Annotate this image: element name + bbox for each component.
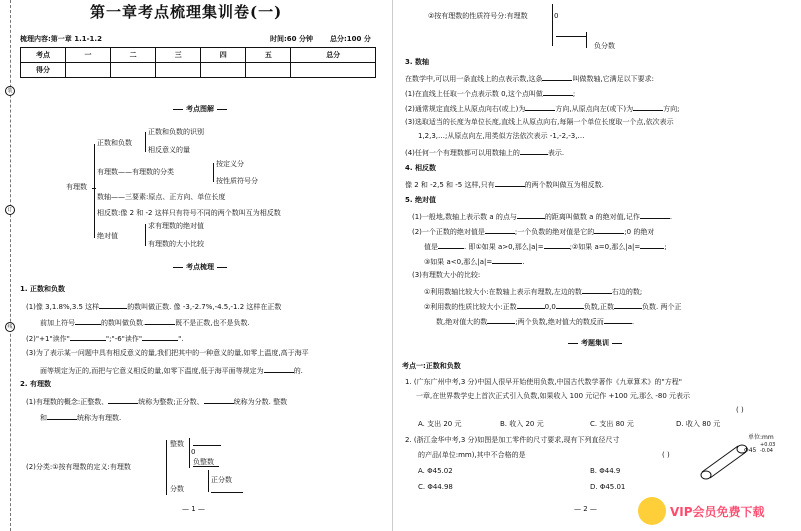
score-cell[interactable] [111, 63, 156, 78]
binding-hole-2: 订 [5, 205, 15, 215]
page-number-1: — 1 — [182, 505, 205, 513]
blank[interactable] [517, 211, 545, 219]
blank[interactable] [492, 256, 522, 264]
mind-node-2a: 按定义分 [216, 160, 244, 168]
s5-line5: (3)有理数大小的比较: [412, 271, 481, 279]
s3-line6: (4)任何一个有理数都可以用数轴上的 表示. [405, 149, 565, 157]
blank[interactable] [640, 211, 670, 219]
score-col: 三 [156, 48, 201, 63]
q2-option-b[interactable]: B. Φ44.9 [590, 467, 621, 475]
watermark-text: VIP会员免费下载 [670, 505, 765, 519]
tree-fraction: 分数 [170, 485, 184, 493]
score-row-label: 得分 [21, 63, 66, 78]
blank[interactable] [582, 286, 612, 294]
mind-node-5b: 有理数的大小比较 [148, 240, 204, 248]
score-table-row [21, 63, 376, 78]
tree-pos-frac: 正分数 [211, 476, 232, 484]
q2-option-c[interactable]: C. Φ44.98 [418, 483, 453, 491]
q2-line1: 2. (浙江金华中考,3 分)如图是加工零件的尺寸要求,现有下列直径尺寸 [405, 436, 620, 444]
score-cell[interactable] [66, 63, 111, 78]
blank[interactable] [438, 241, 464, 249]
binding-line [10, 0, 11, 531]
figure-dimension: Φ45 [744, 447, 757, 454]
q1-option-d[interactable]: D. 收入 80 元 [676, 420, 721, 428]
blank[interactable] [525, 103, 555, 111]
score-table-header [21, 48, 376, 63]
section-4-heading: 4. 相反数 [405, 164, 436, 172]
s5-line7: ②利用数的性质比较大小:正数 0,0 负数,正数 负数. 两个正 [424, 303, 682, 311]
figure-tolerance-upper: +0.03 [760, 442, 776, 448]
s2-line1: (1)有理数的概念:正整数、 统称为整数;正分数、 统称为分数. 整数 [26, 398, 288, 406]
score-col: 二 [111, 48, 156, 63]
score-cell[interactable] [246, 63, 291, 78]
s1-line1: (1)像 3,1.8%,3.5 这样 的数叫做正数. 像 -3,-2.7%,-4.5,-1.2 这样在正数 [26, 303, 282, 311]
q1-option-a[interactable]: A. 支出 20 元 [418, 420, 462, 428]
score-col: 考点 [21, 48, 66, 63]
q2-option-d[interactable]: D. Φ45.01 [590, 483, 626, 491]
blank[interactable] [544, 241, 570, 249]
s1-line3: (2)"+1"读作" ";"-6"读作" ". [26, 335, 184, 343]
tree-integer: 整数 [170, 440, 184, 448]
figure-unit: 单位:mm [748, 434, 774, 441]
mind-node-4: 相反数:像 2 和 -2 这样只有符号不同的两个数叫互为相反数 [97, 209, 281, 217]
blank[interactable] [204, 396, 234, 404]
s5-line3: 值是 . 即①如果 a>0,那么|a|= ;②如果 a=0,那么|a|= ; [424, 243, 667, 251]
blank[interactable] [543, 88, 573, 96]
banner-review: 考点梳理 [130, 262, 270, 272]
page-divider [392, 0, 393, 531]
s1-line4: (3)为了表示某一问题中具有相反意义的量,我们把其中的一种意义的量,如零上温度,高于海平 [26, 349, 309, 357]
blank[interactable] [108, 396, 138, 404]
time-label: 时间:60 分钟 [270, 35, 313, 43]
r-tree-neg-frac: 负分数 [594, 42, 615, 50]
s1-line5: 面等规定为正的,而把与它意义相反的量,如零下温度,低于海平面等规定为 的. [40, 367, 303, 375]
r-line1: ②按有理数的性质符号分:有理数 [428, 12, 528, 20]
blank[interactable] [495, 179, 525, 187]
score-col: 五 [246, 48, 291, 63]
tree-zero: 0 [191, 448, 196, 456]
mind-bracket-root [94, 144, 95, 238]
blank[interactable] [633, 103, 663, 111]
blank[interactable] [614, 301, 642, 309]
s3-line4: (3)选取适当的长度为单位长度,直线上从原点向右,每隔一个单位长度取一个点,依次表示 [405, 118, 674, 126]
s4-line1: 像 2 和 -2,5 和 -5 这样,只有 的两个数叫做互为相反数. [405, 181, 604, 189]
blank[interactable] [75, 317, 101, 325]
s3-line2: (1)在直线上任取一个点表示数 0,这个点叫做 ; [405, 90, 576, 98]
s5-line6: ①利用数轴比较大小:在数轴上表示有理数,左边的数 右边的数; [424, 288, 643, 296]
blank[interactable] [556, 301, 584, 309]
s3-line5: 1,2,3,…;从原点向左,用类似方法依次表示 -1,-2,-3,… [418, 132, 585, 140]
blank[interactable] [99, 301, 127, 309]
section-2-heading: 2. 有理数 [20, 380, 51, 388]
blank[interactable] [640, 241, 664, 249]
section-5-heading: 5. 绝对值 [405, 196, 436, 204]
mind-node-5: 绝对值 [97, 232, 118, 240]
binding-hole-1: 装 [5, 86, 15, 96]
mind-node-1: 正数和负数 [97, 139, 132, 147]
score-cell[interactable] [201, 63, 246, 78]
score-col: 一 [66, 48, 111, 63]
blank[interactable] [145, 317, 175, 325]
vip-watermark [636, 497, 800, 527]
mascot-icon [638, 497, 666, 525]
blank[interactable] [142, 333, 178, 341]
blank[interactable] [542, 73, 572, 81]
blank[interactable] [485, 226, 515, 234]
banner-exercises: 考题集训 [525, 338, 665, 348]
blank[interactable] [264, 365, 294, 373]
mind-node-3: 数轴——三要素:原点、正方向、单位长度 [97, 193, 226, 201]
q2-line2: 的产品(单位:mm),其中不合格的是 [418, 451, 526, 459]
score-cell[interactable] [156, 63, 201, 78]
blank[interactable] [47, 412, 77, 420]
score-col: 总分 [291, 48, 376, 63]
cylinder-part-figure [690, 440, 750, 480]
q2-answer-paren[interactable]: ( ) [662, 451, 670, 459]
figure-tolerance-lower: -0.04 [760, 448, 773, 454]
s3-line1: 在数学中,可以用一条直线上的点表示数,这条 叫做数轴,它满足以下要求: [405, 75, 655, 83]
section-1-heading: 1. 正数和负数 [20, 285, 65, 293]
s5-line1: (1)一般地,数轴上表示数 a 的点与 的距离叫做数 a 的绝对值,记作 . [412, 213, 673, 221]
tree-neg-int: 负整数 [193, 458, 214, 466]
q1-answer-paren[interactable]: ( ) [736, 406, 744, 414]
blank[interactable] [517, 301, 545, 309]
mind-node-1a: 正数和负数的识别 [148, 128, 204, 136]
page-number-2: — 2 — [574, 505, 597, 513]
page-title: 第一章考点梳理集训卷(一) [90, 3, 283, 21]
q1-option-b[interactable]: B. 收入 20 元 [500, 420, 544, 428]
blank[interactable] [70, 333, 106, 341]
mind-node-1b: 相反意义的量 [148, 146, 190, 154]
r-tree-zero: 0 [554, 12, 559, 20]
mind-node-5a: 求有理数的绝对值 [148, 222, 204, 230]
s2-line3: (2)分类:①按有理数的定义:有理数 [26, 463, 131, 471]
mind-node-2b: 按性质符号分 [216, 177, 258, 185]
scope-label: 梳理内容:第一章 1.1-1.2 [20, 35, 102, 43]
q1-option-c[interactable]: C. 支出 80 元 [590, 420, 634, 428]
s5-line4: ③如果 a<0,那么|a|= . [424, 258, 525, 266]
mind-root: 有理数 [66, 183, 87, 191]
blank[interactable] [594, 226, 624, 234]
s2-line2: 和 统称为有理数. [40, 414, 122, 422]
blank[interactable] [487, 316, 515, 324]
section-3-heading: 3. 数轴 [405, 58, 429, 66]
blank[interactable] [604, 316, 632, 324]
score-col: 四 [201, 48, 246, 63]
banner-diagram: 考点图解 [130, 104, 270, 114]
s1-line2: 前加上符号 的数叫做负数. 既不是正数,也不是负数. [40, 319, 250, 327]
topic-1-heading: 考点一:正数和负数 [402, 362, 461, 370]
score-table [20, 47, 376, 78]
q1-line2: 一章,在世界数学史上首次正式引入负数,如果收入 100 元记作 +100 元,那么 -80 元表示 [416, 392, 691, 400]
q2-option-a[interactable]: A. Φ45.02 [418, 467, 453, 475]
s5-line2: (2)一个正数的绝对值是 ;一个负数的绝对值是它的 ;0 的绝对 [412, 228, 655, 236]
s5-line8: 数,绝对值大的数 ;两个负数,绝对值大的数反而 . [436, 318, 635, 326]
total-label: 总分:100 分 [330, 35, 371, 43]
score-cell[interactable] [291, 63, 376, 78]
binding-hole-3: 线 [5, 322, 15, 332]
blank[interactable] [520, 147, 548, 155]
mind-node-2: 有理数——有理数的分类 [97, 168, 174, 176]
s3-line3: (2)通常规定直线上从原点向右(或上)为 方向,从原点向左(或下)为 方向; [405, 105, 680, 113]
q1-line1: 1. (广东广州中考,3 分)中国人很早开始使用负数,中国古代数学著作《九章算术》的"方程" [405, 378, 682, 386]
